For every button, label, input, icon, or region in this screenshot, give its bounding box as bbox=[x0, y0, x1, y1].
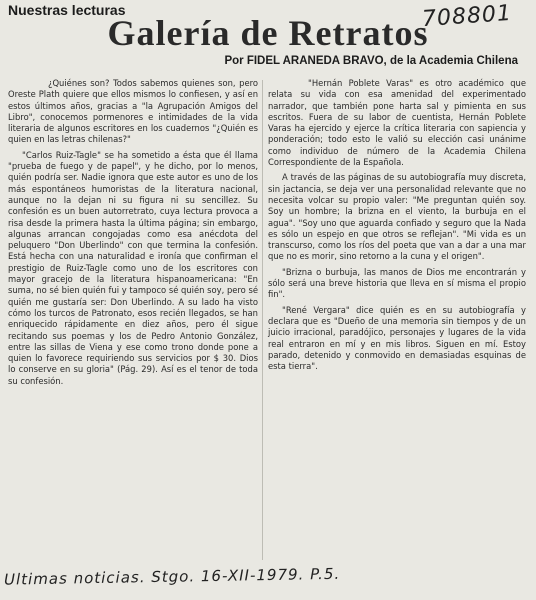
right-column bbox=[268, 78, 526, 376]
paragraph: "Hernán Poblete Varas" es otro académico que relata su vida con esa amenidad del experimentado narrador, que también pone harta sal y pimienta en sus escritos. Fuera de su labor de cuentista, Hernán Poblete Varas ha ejercido y ejerce la crítica literaria con sapiencia y ponderación; todo esto le valió su elección casi unánime como individuo de número de la Academia Chilena Correspondiente de la Española. bbox=[268, 78, 526, 168]
handwritten-catalog-number: 708801 bbox=[421, 0, 513, 33]
article-byline: Por FIDEL ARANEDA BRAVO, de la Academia Chilena bbox=[224, 55, 518, 67]
handwritten-source-note: Ultimas noticias. Stgo. 16-XII-1979. P.5. bbox=[3, 564, 341, 589]
column-divider bbox=[262, 80, 263, 560]
left-column bbox=[8, 78, 258, 391]
paragraph: "Carlos Ruiz-Tagle" se ha sometido a ésta que él llama "prueba de fuego y de papel", y he dicho, por lo menos, quién podría ser. Nadie ignora que este autor es uno de los más espontáneos humoristas de la literatura nacional, aunque no la dejan ni su figura ni su sencillez. Su confesión es un buen autorretrato, cuya lectura provoca a risa desde la primera hasta la última página; sin embargo, algunas arrancan congojadas como esa anécdota del peluquero "Don Uberlindo" con que termina la confesión. Está hecha con una naturalidad e ironía que confirman el prestigio de Ruiz-Tagle como uno de los escritores con mayor gracejo de la literatura hispanoamericana: "En suma, no sé bien quién fui y tampoco sé quién soy, pero sé quién me gustaría ser: Don Uberlindo. A su lado ha visto cómo los turcos de Patronato, esos recién llegados, se han enriquecido rápidamente en diez años, pero él sigue recitando sus poemas y los de Pedro Antonio González, entre las sillas de Viena y ese como trono donde pone a quien lo favorece requiriendo sus servicios por $ 30. Dios lo conserve en su gloria" (Pág. 29). Así es el tenor de toda su confesión. bbox=[8, 149, 258, 386]
paragraph: A través de las páginas de su autobiografía muy discreta, sin jactancia, se deja ver una personalidad relevante que no necesita volcar su propio valer: "Me preguntan quién soy. Soy un hombre; la brizna en el viento, la burbuja en el agua". "Soy uno que aguarda confiado y seguro que la Nada es sólo un espejo en que otros se reflejan". "Mi vida es un transcurso, como los ríos del poeta que van a dar a una mar que no es morir, sino retorno a la cuna y el origen". bbox=[268, 172, 526, 262]
section-label: Nuestras lecturas bbox=[8, 2, 126, 18]
article-title: Galería de Retratos bbox=[107, 13, 429, 53]
paragraph: ¿Quiénes son? Todos sabemos quienes son, pero Oreste Plath quiere que ellos mismos lo confiesen, y así en estos últimos años, gracias a "la Agrupación Amigos del Libro", conocemos pormenores e intimidades de la vida literaria de algunos escritores en los cuadernos "¿Quién es quien en las letras chilenas?" bbox=[8, 78, 258, 145]
paragraph: "René Vergara" dice quién es en su autobiografía y declara que es "Dueño de una memoria sin tiempos y de un juicio irracional, paradójico, personajes y lugares de la vida real entraron en mí y en mis libros. Siguen en mí. Estoy parado, detenido y conmovido en demasiadas esquinas de esta tierra". bbox=[268, 304, 526, 372]
paragraph: "Brizna o burbuja, las manos de Dios me encontrarán y sólo será una breve historia que lleva en sí misma el propio fin". bbox=[268, 266, 526, 300]
